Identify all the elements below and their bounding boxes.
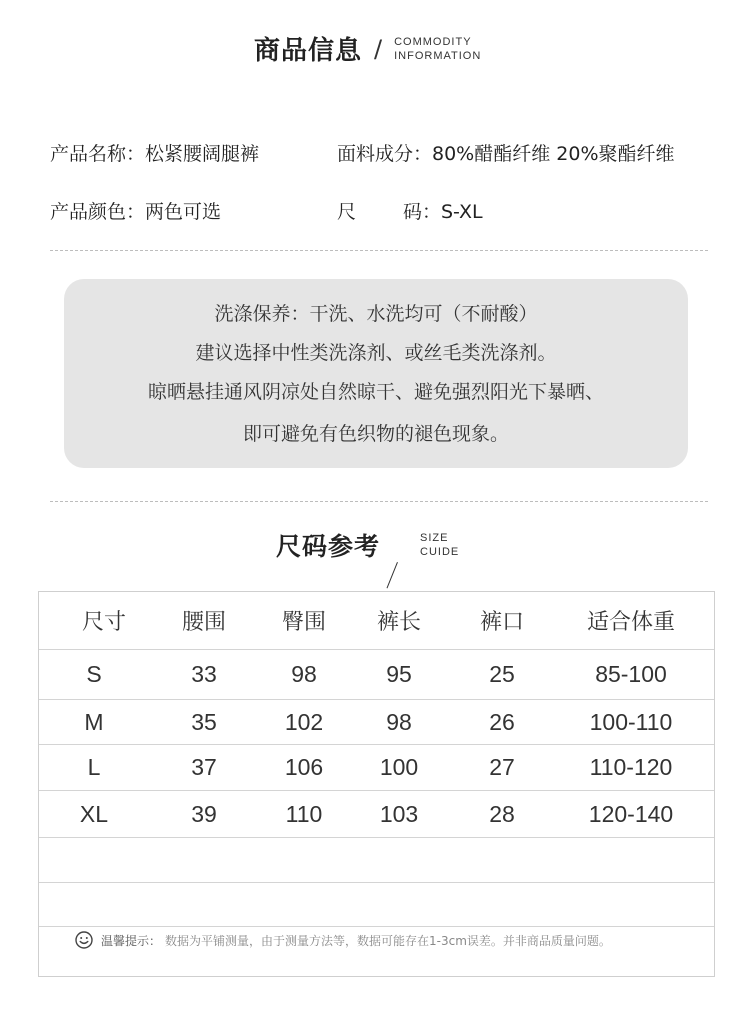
table-cell: 106 — [284, 754, 324, 780]
care-line: 晾晒悬挂通风阴凉处自然晾干、避免强烈阳光下暴晒、 — [147, 381, 604, 403]
column-header: 腰围 — [181, 610, 226, 635]
table-cell: 27 — [489, 754, 515, 780]
table-cell: 110-120 — [589, 754, 673, 780]
header-slash: / — [374, 34, 383, 63]
table-cell: L — [87, 754, 101, 780]
table-cell: 85-100 — [595, 661, 667, 687]
measurement-tip — [75, 931, 611, 949]
table-cell: 95 — [386, 661, 412, 687]
table-cell: S — [86, 661, 102, 687]
column-header: 裤长 — [376, 610, 421, 635]
table-cell: XL — [79, 800, 109, 827]
product-info-title: 商品信息 — [254, 36, 363, 66]
product-info-header — [254, 30, 481, 67]
empty-row — [39, 838, 714, 883]
en-subtitle-line2: CUIDE — [420, 546, 460, 558]
product-name: 产品名称：松紧腰阔腿裤 — [50, 143, 260, 165]
care-line: 建议选择中性类洗涤剂、或丝毛类洗涤剂。 — [195, 342, 557, 364]
en-subtitle-line1: COMMODITY — [394, 35, 472, 48]
table-row — [39, 791, 714, 838]
table-cell: 102 — [284, 708, 324, 735]
column-header: 适合体重 — [586, 610, 675, 635]
table-cell: 35 — [191, 708, 217, 735]
size-header-slash — [387, 562, 398, 588]
table-row — [39, 650, 714, 700]
table-cell: 98 — [386, 708, 412, 735]
empty-row — [39, 883, 714, 927]
size-table — [38, 591, 715, 977]
size-chart-en-subtitle — [420, 531, 459, 559]
table-cell: 25 — [489, 661, 515, 687]
table-cell: 103 — [379, 800, 419, 827]
table-cell: 26 — [489, 708, 515, 735]
smiley-icon — [75, 931, 93, 949]
product-size-label: 尺 — [337, 201, 357, 223]
table-cell: 100-110 — [589, 708, 673, 735]
tip-label: 温馨提示： — [101, 933, 162, 948]
column-header: 臀围 — [281, 610, 326, 635]
tip-text: 数据为平铺测量，由于测量方法等，数据可能存在1-3cm误差。并非商品质量问题。 — [165, 933, 611, 948]
care-line: 洗涤保养：干洗、水洗均可（不耐酸） — [214, 303, 538, 325]
table-cell: 39 — [191, 800, 217, 827]
en-subtitle-line1: SIZE — [420, 532, 449, 544]
product-size-value: 码：S-XL — [403, 201, 483, 223]
table-header-row — [39, 592, 714, 650]
column-header: 裤口 — [479, 610, 524, 635]
table-cell: 110 — [285, 800, 323, 827]
table-row — [39, 700, 714, 745]
care-line: 即可避免有色织物的褪色现象。 — [242, 423, 509, 445]
table-cell: 28 — [489, 800, 515, 827]
size-chart-title: 尺码参考 — [276, 532, 381, 561]
table-cell: 37 — [191, 754, 217, 780]
table-cell: M — [84, 708, 104, 735]
care-instructions-box — [64, 279, 688, 468]
en-subtitle-line2: INFORMATION — [394, 49, 482, 62]
table-cell: 120-140 — [588, 800, 674, 827]
table-row — [39, 745, 714, 791]
product-material: 面料成分：80%醋酯纤维 20%聚酯纤维 — [337, 143, 675, 165]
size-chart-header — [276, 527, 380, 563]
product-info-en-subtitle — [394, 35, 481, 63]
product-color: 产品颜色：两色可选 — [50, 201, 222, 223]
table-cell: 33 — [191, 661, 217, 687]
table-cell: 98 — [291, 661, 317, 687]
divider — [50, 250, 708, 251]
column-header: 尺寸 — [81, 610, 126, 635]
divider — [50, 501, 708, 502]
table-cell: 100 — [379, 754, 419, 780]
